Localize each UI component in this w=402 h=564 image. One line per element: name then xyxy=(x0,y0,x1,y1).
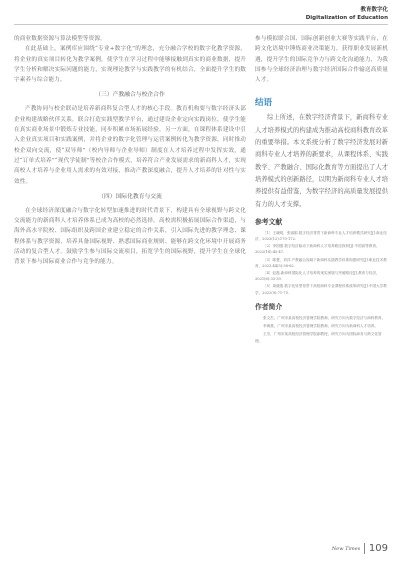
conclusion-paragraph: 综上所述，在数字经济背景下，新商科专业人才培养模式的构建成为推动高校商科教育改革的重要举措。本文系统分析了数字经济发展对新商科专业人才培养的新要求，从课程体系、实践教学、产教融合、国际化教育等方面提出了人才培养模式的创新路径，以期为新商科专业人才培养提供有益借鉴，为数字经济的高质量发展提供有力的人才支撑。 xyxy=(255,114,388,208)
subsection-heading: （三）产教融合与校企合作 xyxy=(95,92,165,99)
footer-divider xyxy=(364,543,365,554)
magazine-name: New Times xyxy=(331,545,361,552)
paragraph: 参与模拟联合国、国际创新创业大赛等实践平台，在跨文化语境中锤炼商业决策能力，获得职业发展新机遇，提升学生的国际竞争力与跨文化沟通能力，为我国参与全球经济治理与数字经济国际合作输送高质量人才。 xyxy=(255,36,388,84)
author-bio: 李海燕，广州市某高校经济管理学院教师，研究方向为新商科人才培养。 xyxy=(263,324,378,329)
page-number: 109 xyxy=(368,543,388,554)
left-column xyxy=(14,34,246,268)
header-divider xyxy=(14,24,388,25)
subsection-heading: （四）国际化教育与交流 xyxy=(98,193,162,200)
page-header xyxy=(306,6,388,22)
reference-item: ［3］陈慧，刘洋.产教融合视域下新商科实践教学体系构建研究[J].职业技术教育，2023,44(5):58-62. xyxy=(255,257,387,268)
paragraph: 的商业数据资源与算法模型等资源。 xyxy=(14,36,106,42)
page-footer xyxy=(332,543,388,554)
author-bio: 王芳，广州市某高校经济管理学院副教授，研究方向为国际商务与跨文化管理。 xyxy=(255,332,382,343)
paragraph: 在此基础上，案例库应围绕“专业+数字化”的理念，充分融合学校的数字化教学资源，将企业的真实项目转化为教学案例，使学生在学习过程中能够接触到真实的商业数据，提升学生分析和解决实际问题的能力，实现理论教学与实践教学的有机结合，全面提升学生的数字素养与综合能力。 xyxy=(14,46,246,84)
author-bio: 张文杰，广州市某高校经济管理学院教师，研究方向为数字经济与商科教育。 xyxy=(263,315,386,320)
paragraph: 产教协同与校企联动是培养新商科复合型人才的核心手段。教育机构要与数字经济头部企业构建战略伙伴关系，联合打造实践型教学平台，通过建设企业定向实践岗位，使学生能在真实商业场景中锻炼专业技能，同步积累市场拓展经验。另一方面，在课程体系建设中引入企业真实项目和实践案例，并将企业的数字化管理与运营案例转化为教学资源，同时推动校企双向交流，使“双导师”（校内导师与企业导师）制度在人才培养过程中发挥实效，通过“订单式培养”“现代学徒制”等校企合作模式，培养符合产业发展需求的新商科人才，实现高校人才培养与企业用人需求的有效对接，推动产教深度融合，提升人才培养的针对性与实效性。 xyxy=(14,106,246,185)
reference-item: ［4］赵磊.新商科国际化人才培养的现实困境与突破路径[J].教育与经济，2021(6):33-39. xyxy=(255,271,380,282)
reference-item: ［1］王晓明，张丽娟.数字经济背景下新商科专业人才培养模式研究[J].商业经济，2023(12):170-172. xyxy=(255,230,387,242)
section-subtitle: Digitalization of Education xyxy=(305,15,388,21)
reference-item: ［2］李国强.数字经济驱动下新商科人才培养路径探析[J].中国高等教育，2022(18):45-47. xyxy=(255,244,380,255)
conclusion-heading: 结语 xyxy=(255,98,273,109)
paragraph: 在全球经济深度融合与数字化转型加速推进的时代背景下，构建具有全球视野与跨文化交流能力的新商科人才培养体系已成为高校的必然选择。高校需积极拓展国际合作渠道，与海外高水平院校、国际组织及跨国企业建立稳定的合作关系，引入国际先进的教学理念、课程体系与教学资源，培养具备国际视野、熟悉国际商业规则、能够在跨文化环境中开展商务活动的复合型人才。鼓励学生参与国际交流项目，拓宽学生的国际视野，提升学生在全球化背景下参与国际商业合作与竞争的能力。 xyxy=(14,207,246,266)
section-title: 教育数字化 xyxy=(360,7,388,13)
author-bio-heading: 作者简介 xyxy=(255,302,283,311)
references-heading: 参考文献 xyxy=(255,217,283,226)
reference-item: ［5］周晓燕.数字化转型背景下高校商科专业课程体系改革研究[J].中国大学教学，2022(9):71-75. xyxy=(255,284,387,295)
right-column xyxy=(255,34,388,346)
